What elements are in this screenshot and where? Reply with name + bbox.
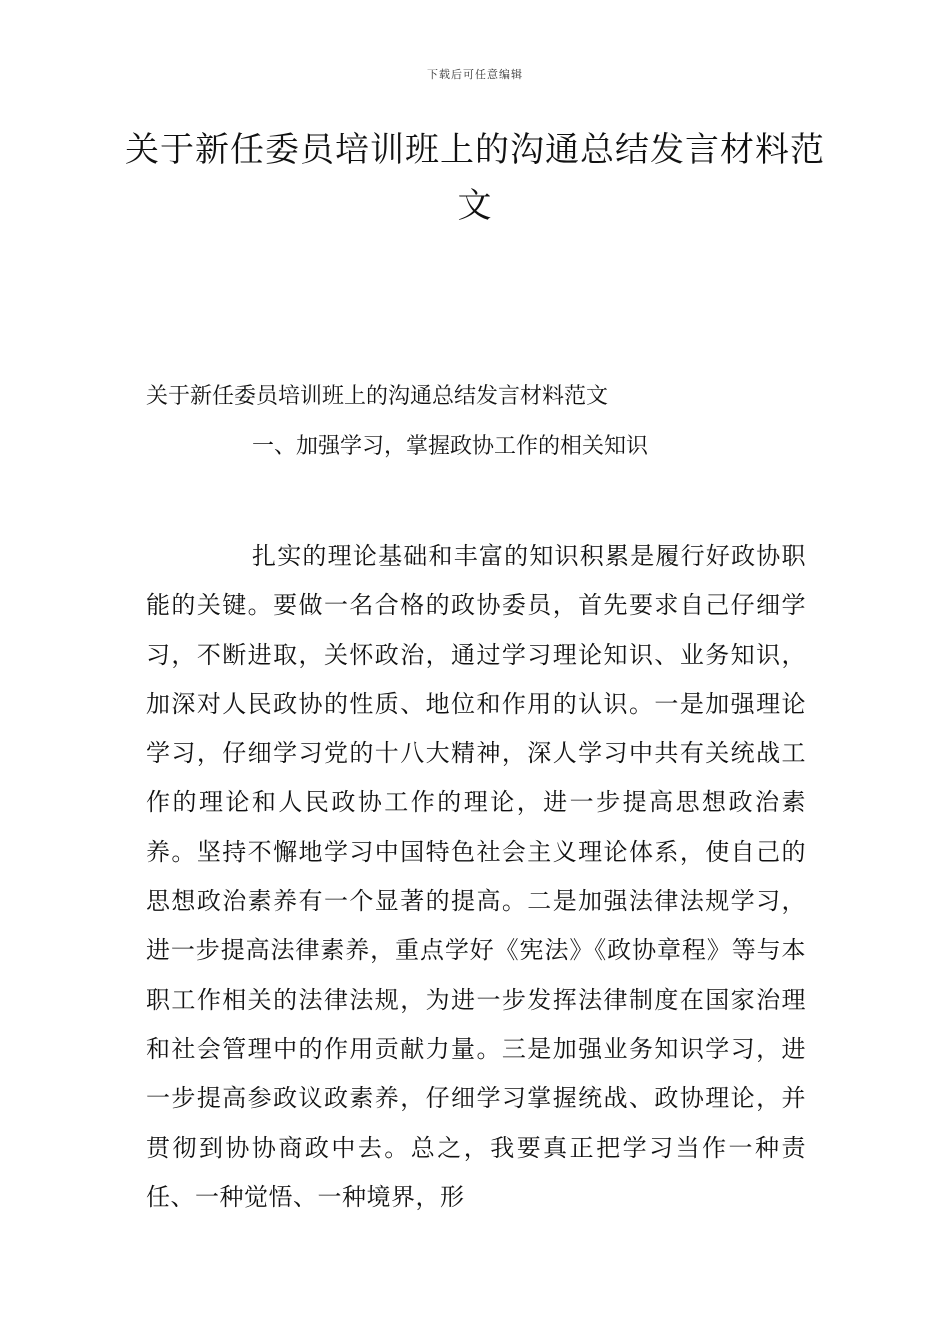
document-title: 关于新任委员培训班上的沟通总结发言材料范文 <box>125 130 825 226</box>
body-paragraph: 扎实的理论基础和丰富的知识积累是履行好政协职能的关键。要做一名合格的政协委员，首先要求自己仔细学习，不断进取，关怀政治，通过学习理论知识、业务知识，加深对人民政协的性质、地位和作用的认识。一是加强理论学习，仔细学习党的十八大精神，深人学习中共有关统战工作的理论和人民政协工作的理论，进一步提高思想政治素养。坚持不懈地学习中国特色社会主义理论体系，使自己的思想政治素养有一个显著的提高。二是加强法律法规学习，进一步提高法律素养，重点学好《宪法》《政协章程》等与本职工作相关的法律法规，为进一步发挥法律制度在国家治理和社会管理中的作用贡献力量。三是加强业务知识学习，进一步提高参政议政素养，仔细学习掌握统战、政协理论，并贯彻到协协商政中去。总之，我要真正把学习当作一种责任、一种觉悟、一种境界，形 <box>146 542 806 1211</box>
document-subtitle: 关于新任委员培训班上的沟通总结发言材料范文 <box>146 384 609 409</box>
section-heading: 一、加强学习，掌握政协工作的相关知识 <box>252 434 649 459</box>
header-note: 下载后可任意编辑 <box>427 68 523 81</box>
